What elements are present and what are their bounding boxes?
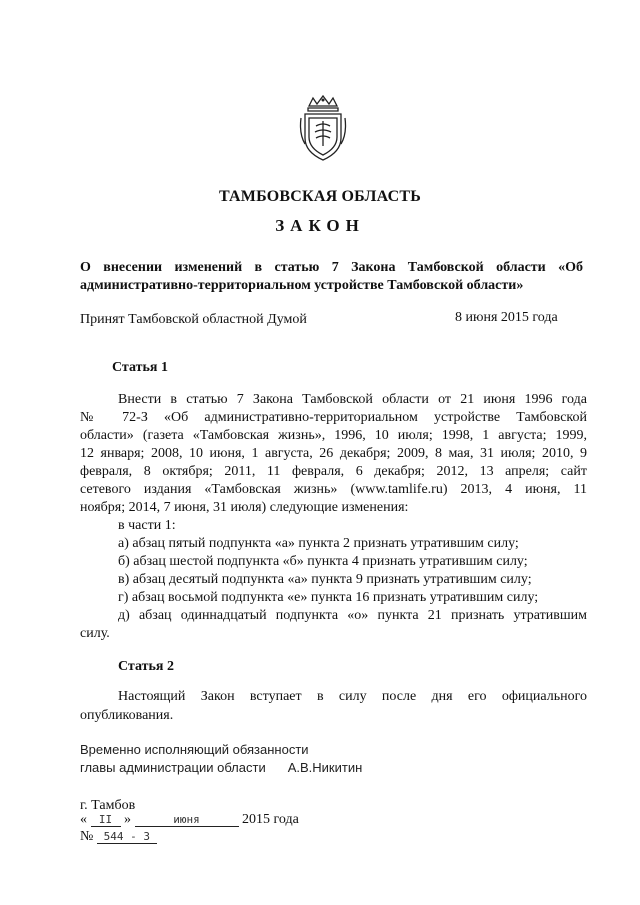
signature-block xyxy=(80,741,362,777)
adoption-date: 8 июня 2015 года xyxy=(455,310,558,325)
tambov-coat-of-arms-icon xyxy=(297,94,349,162)
article-text-line: 12 января; 2008, 10 июня, 1 августа, 26 декабря; 2009, 8 мая, 31 июля; 2010, 9 xyxy=(80,446,587,461)
signing-year: 2015 года xyxy=(242,812,299,827)
signing-date xyxy=(80,812,299,828)
amendment-item: в) абзац десятый подпункта «а» пункта 9 признать утратившим силу; xyxy=(118,572,532,587)
quote-close: » xyxy=(124,812,131,827)
number-prefix: № xyxy=(80,829,94,844)
part-intro: в части 1: xyxy=(118,518,176,533)
article-text-line: № 72-З «Об административно-территориальном устройстве Тамбовской xyxy=(80,410,587,425)
adopted-by: Принят Тамбовской областной Думой xyxy=(80,312,307,327)
article-text-line: опубликования. xyxy=(80,708,174,723)
article-text-line: области» (газета «Тамбовская жизнь», 1996, 10 июля; 1998, 1 августа; 1999, xyxy=(80,428,587,443)
signatory-position xyxy=(80,759,362,777)
amendment-item: д) абзац одиннадцатый подпункта «о» пункта 21 признать утратившим xyxy=(118,608,587,623)
signing-month: июня xyxy=(135,813,239,827)
quote-open: « xyxy=(80,812,87,827)
article-2-body xyxy=(80,687,587,725)
amendment-item: а) абзац пятый подпункта «а» пункта 2 признать утратившим силу; xyxy=(118,536,519,551)
article-text-line: ноября; 2014, 7 июня, 31 июля) следующие изменения: xyxy=(80,500,409,515)
article-text-line: сетевого издания «Тамбовская жизнь» (www.tamlife.ru) 2013, 4 июня, 11 xyxy=(80,482,587,497)
document-type-heading: ЗАКОН xyxy=(275,216,365,235)
signatory-position-line: главы администрации области xyxy=(80,760,266,775)
place-of-signing: г. Тамбов xyxy=(80,798,136,813)
amendment-item: б) абзац шестой подпункта «б» пункта 4 признать утратившим силу; xyxy=(118,554,528,569)
article-text-line: Внести в статью 7 Закона Тамбовской области от 21 июня 1996 года xyxy=(118,392,587,407)
amendment-item: г) абзац восьмой подпункта «е» пункта 16 признать утратившим силу; xyxy=(118,590,539,605)
article-1-heading: Статья 1 xyxy=(112,360,168,375)
law-title-line: О внесении изменений в статью 7 Закона Тамбовской области «Об xyxy=(80,260,583,275)
amendment-item-tail: силу. xyxy=(80,626,110,641)
signatory-name: А.В.Никитин xyxy=(287,760,363,775)
signing-day: II xyxy=(91,813,121,827)
article-text-line: Настоящий Закон вступает в силу после дня его официального xyxy=(118,689,587,704)
law-title-line: административно-территориальном устройстве Тамбовской области» xyxy=(80,278,524,293)
article-2-heading: Статья 2 xyxy=(118,659,174,674)
law-title xyxy=(80,259,583,295)
law-number-value: 544 - З xyxy=(97,830,157,844)
region-heading: ТАМБОВСКАЯ ОБЛАСТЬ xyxy=(218,188,422,205)
article-1-body xyxy=(80,391,587,643)
signatory-position: Временно исполняющий обязанности xyxy=(80,742,309,757)
law-number xyxy=(80,829,157,845)
article-text-line: февраля, 8 октября; 2011, 11 февраля, 6 декабря; 2012, 13 апреля; сайт xyxy=(80,464,587,479)
